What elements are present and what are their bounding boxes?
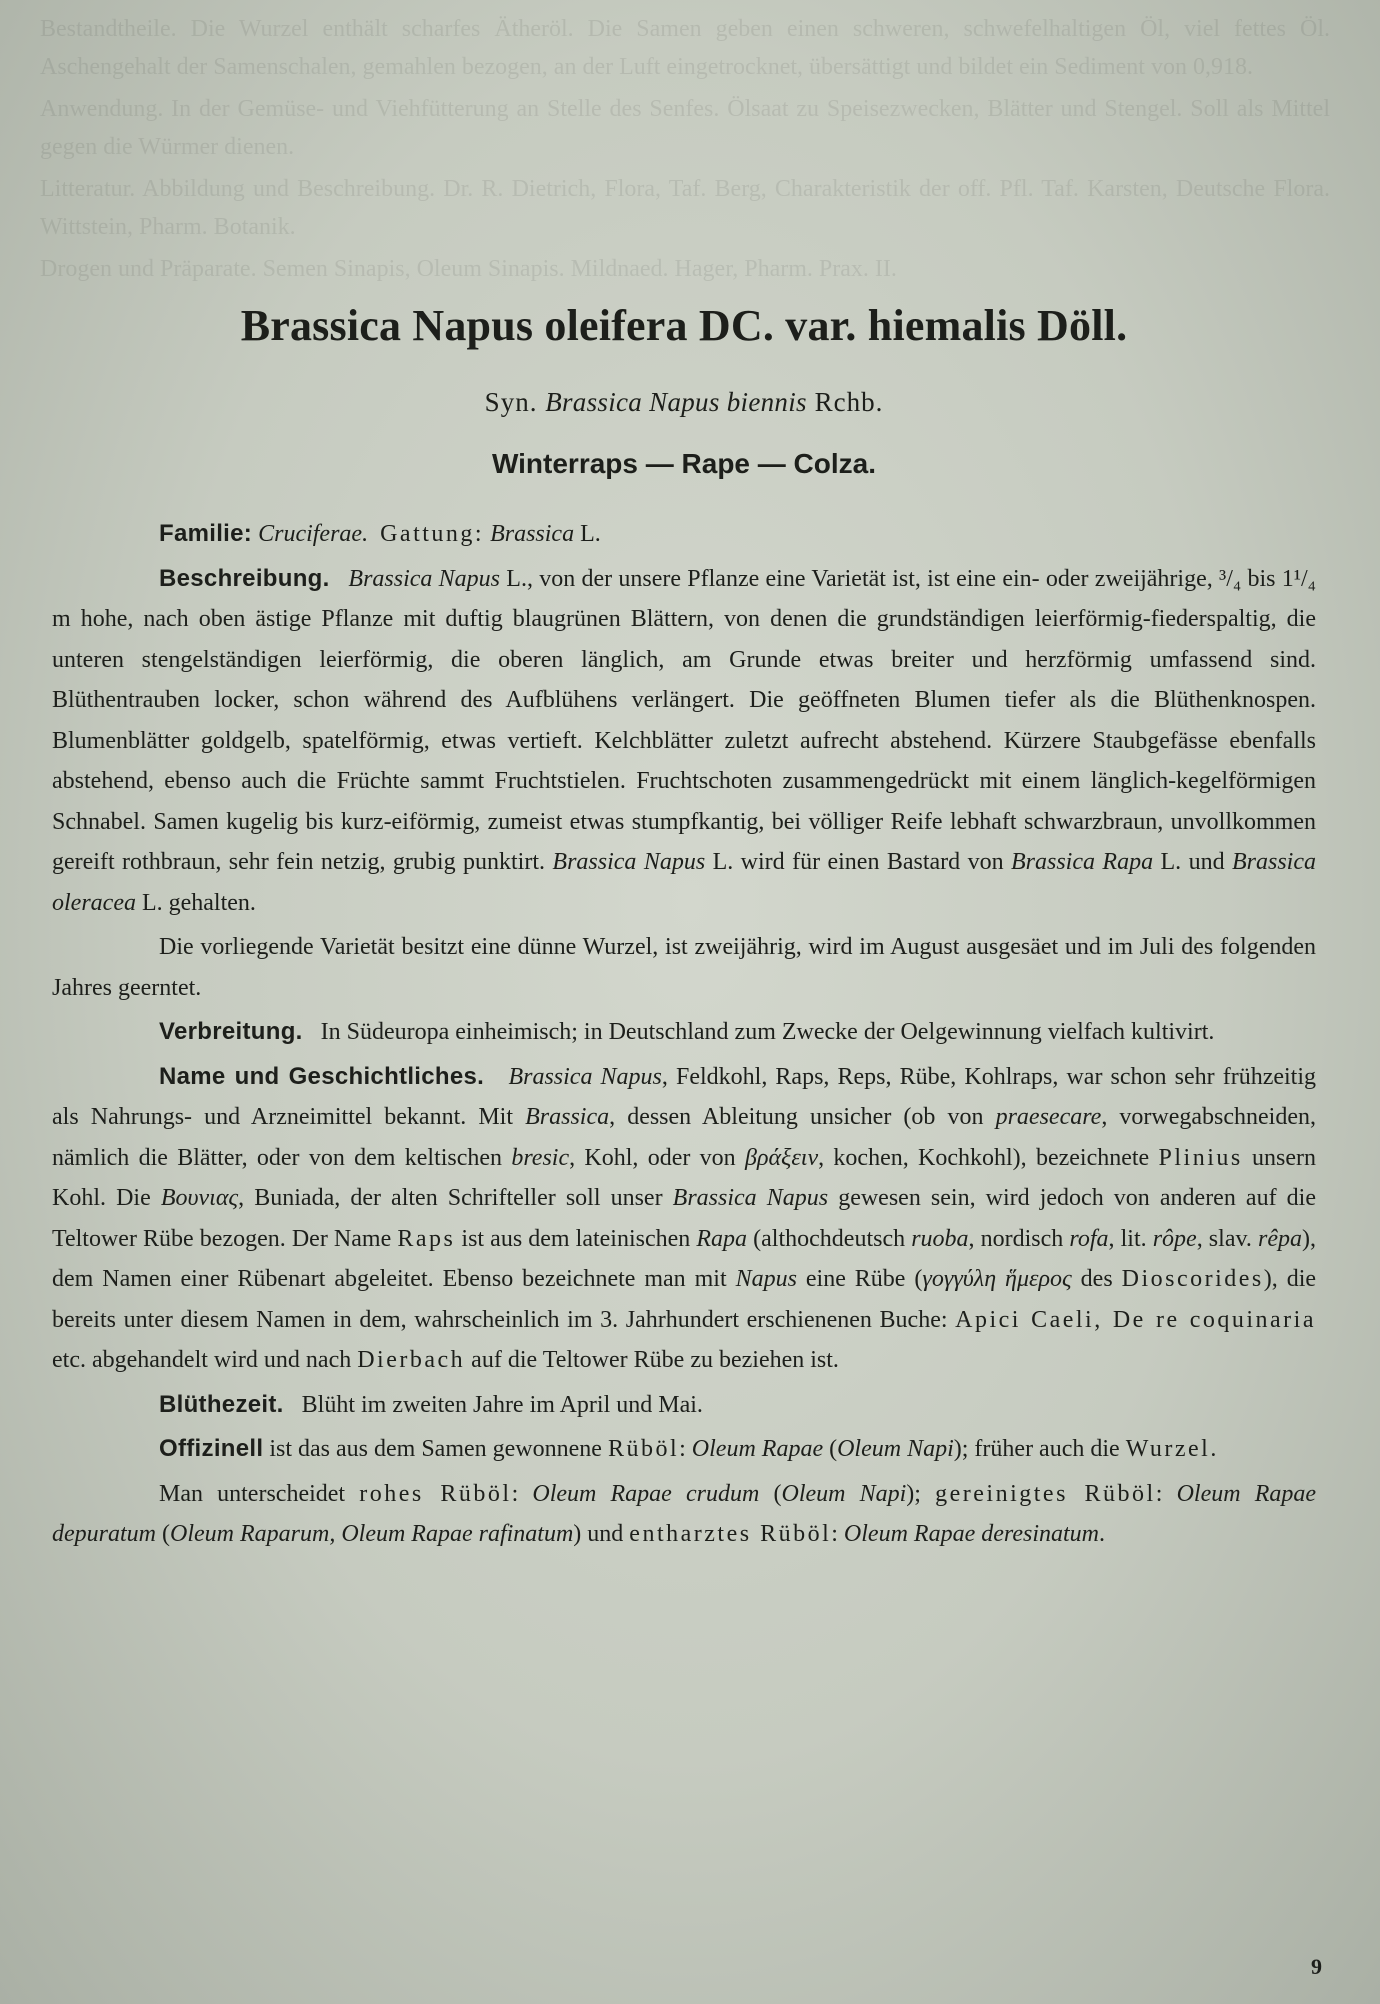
synonym-prefix: Syn. — [484, 387, 538, 417]
flowering-heading: Blüthezeit. — [159, 1390, 284, 1418]
distinction-italic: Oleum Rapae deresinatum — [843, 1521, 1099, 1547]
history-text: eine Rübe ( — [796, 1266, 923, 1292]
distinction-italic: Oleum Rapae crudum — [532, 1480, 760, 1507]
history-text: des — [1071, 1266, 1122, 1292]
history-heading: Name und Geschichtliches. — [159, 1062, 485, 1090]
title-variety: hiemalis — [867, 301, 1026, 350]
main-content — [52, 300, 1316, 1559]
officinal-paragraph — [52, 1429, 1316, 1470]
history-italic: rêpa — [1258, 1225, 1303, 1252]
title-author: DC. — [698, 301, 775, 350]
history-text: , dessen Ableitung unsicher (ob von — [609, 1104, 996, 1130]
history-paragraph — [52, 1057, 1316, 1381]
distribution-heading: Verbreitung. — [159, 1018, 303, 1045]
history-text: , kochen, Kochkohl), bezeichnete — [818, 1144, 1159, 1171]
officinal-text: : — [679, 1436, 692, 1462]
description-text: L. gehalten. — [135, 889, 256, 916]
distinction-paragraph — [52, 1474, 1316, 1555]
officinal-text: ); früher auch die — [953, 1436, 1126, 1462]
show-through-line: Drogen und Präparate. Semen Sinapis, Oleum Sinapis. Mildnaed. Hager, Pharm. Prax. II. — [40, 256, 897, 282]
distinction-italic: Oleum Rapae depuratum — [52, 1480, 1317, 1547]
genus-label: Gattung: — [380, 521, 485, 547]
description-text: L., von der unsere Pflanze eine Varietät ist, ist eine ein- oder zweijährige, ³/₄ bis 1¹/₄ m hohe, nach oben ästige Pflanze mit duftig blaugrünen Blättern, von denen die grundständigen leierförmig-fiederspaltig, die unteren stengelständigen leierförmig, die oberen länglich, am Grunde etwas breiter und herzförmig umfassend sind. Blüthentrauben locker, schon während des Aufblühens verlängert. Die geöffneten Blumen tiefer als die Blüthenknospen. Blumenblätter goldgelb, spatelförmig, etwas vertieft. Kelchblätter zuletzt aufrecht abstehend. Kürzere Staubgefässe ebenfalls abstehend, ebenso auch die Früchte sammt Fruchtstielen. Fruchtschoten zusammengedrückt mit einem länglich-kegelförmigen Schnabel. Samen kugelig bis kurz-eiförmig, zumeist etwas stumpfkantig, bei völliger Reife lebhaft schwarzbraun, unvollkommen gereift rothbraun, sehr fein netzig, grubig punktirt. — [52, 565, 1317, 875]
body-text — [52, 514, 1316, 1555]
description-text: L. wird für einen Bastard von — [705, 849, 1011, 875]
show-through-line: Bestandtheile. Die Wurzel enthält scharfes Ätheröl. Die Samen geben einen schweren, schwefelhaltigen Öl, viel fettes Öl. Aschengehalt der Samenschalen, gemahlen bezogen, an der Luft eingetrocknet, übersättigt und bildet ein Sediment von 0,918. — [40, 16, 1330, 80]
distinction-text: . — [1098, 1521, 1105, 1547]
distinction-text: ( — [759, 1480, 782, 1507]
officinal-spaced: Wurzel — [1125, 1436, 1211, 1462]
distinction-text: ) und — [573, 1521, 630, 1547]
distinction-text: ( — [156, 1521, 170, 1547]
page-title — [52, 300, 1316, 351]
history-italic: Brassica Napus — [508, 1063, 662, 1090]
history-spaced: Plinius — [1158, 1144, 1243, 1171]
history-italic: bresic — [511, 1144, 570, 1171]
history-text: ), die bereits unter diesem Namen in dem, wahrscheinlich im 3. Jahrhundert erschienenen Buche: — [52, 1266, 1317, 1333]
history-text: , nordisch — [968, 1225, 1070, 1252]
flowering-text: Blüht im zweiten Jahre im April und Mai. — [301, 1391, 703, 1418]
history-text: unsern Kohl. Die — [52, 1144, 1317, 1211]
history-italic: praesecare — [995, 1104, 1102, 1130]
distribution-text: In Südeuropa einheimisch; in Deutschland zum Zwecke der Oelgewinnung vielfach kultivirt. — [320, 1019, 1215, 1045]
history-italic: Brassica Napus — [672, 1185, 829, 1211]
history-text: , Feldkohl, Raps, Reps, Rübe, Kohlraps, war schon sehr frühzeitig als Nahrungs- und Arzneimittel bekannt. Mit — [52, 1063, 1316, 1130]
history-text: auf die Teltower Rübe zu beziehen ist. — [465, 1347, 839, 1373]
history-italic: rôpe — [1152, 1225, 1197, 1252]
officinal-text: . — [1210, 1436, 1217, 1462]
distinction-spaced: rohes Rüböl — [359, 1480, 512, 1507]
history-text: , vorwegabschneiden, nämlich die Blätter, oder von dem keltischen — [52, 1104, 1317, 1171]
officinal-spaced: Rüböl — [607, 1436, 680, 1462]
history-text: , Kohl, oder von — [569, 1144, 745, 1171]
distinction-spaced: gereinigtes Rüböl — [935, 1480, 1156, 1507]
history-italic: Rapa — [696, 1225, 748, 1252]
species-name: Brassica Napus — [348, 565, 501, 592]
title-var-label: var. — [785, 301, 857, 350]
show-through-text — [40, 10, 1330, 292]
distinction-italic: Oleum Napi — [781, 1480, 907, 1507]
history-greek: Βουνιας — [160, 1185, 239, 1211]
distinction-text: Man unterscheidet — [159, 1480, 360, 1507]
history-text: (althochdeutsch — [747, 1225, 912, 1252]
flowering-paragraph — [52, 1385, 1316, 1426]
species-name: Brassica Rapa — [1011, 849, 1154, 875]
history-spaced: Dierbach — [357, 1347, 466, 1373]
synonym-line — [52, 387, 1316, 418]
history-italic: Napus — [735, 1266, 797, 1292]
officinal-text: ( — [823, 1436, 838, 1462]
history-text: , lit. — [1108, 1225, 1153, 1252]
history-spaced: Raps — [397, 1225, 456, 1252]
distribution-paragraph — [52, 1012, 1316, 1053]
genus-author: L. — [580, 521, 601, 547]
history-text: gewesen sein, wird jedoch von anderen auf die Teltower Rübe bezogen. Der Name — [52, 1185, 1316, 1252]
family-label: Familie: — [159, 520, 253, 547]
distinction-text: : — [1155, 1480, 1177, 1507]
distinction-text: : — [511, 1480, 533, 1507]
description-paragraph — [52, 559, 1316, 924]
title-variety-author: Döll. — [1037, 301, 1128, 350]
distinction-spaced: entharztes Rüböl — [629, 1521, 832, 1547]
history-italic: ruoba — [911, 1225, 969, 1252]
species-name: Brassica Napus — [552, 849, 706, 875]
history-text: , Buniada, der alten Schrifteller soll unser — [238, 1185, 673, 1211]
officinal-heading: Offizinell — [159, 1435, 264, 1462]
species-name: Brassica oleracea — [52, 849, 1316, 916]
synonym-name: Brassica Napus biennis — [545, 387, 807, 417]
distinction-text: ); — [906, 1480, 936, 1507]
history-text: ), dem Namen einer Rübenart abgeleitet. Ebenso bezeichnete man mit — [52, 1225, 1317, 1292]
page-number: 9 — [1311, 1954, 1322, 1979]
history-text: , slav. — [1196, 1225, 1259, 1252]
history-spaced: Dioscorides — [1121, 1266, 1264, 1292]
variety-paragraph: Die vorliegende Varietät besitzt eine dünne Wurzel, ist zweijährig, wird im August ausgesäet und im Juli des folgenden Jahres geerntet. — [52, 934, 1316, 1001]
title-species: Brassica Napus oleifera — [240, 301, 688, 350]
history-italic: Brassica — [525, 1104, 610, 1130]
genus-value: Brassica — [490, 521, 575, 547]
history-greek: γογγύλη ἥμερος — [922, 1266, 1072, 1292]
show-through-line: Anwendung. In der Gemüse- und Viehfütterung an Stelle des Senfes. Ölsaat zu Speisezwecken, Blätter und Stengel. Soll als Mittel gegen die Würmer dienen. — [40, 96, 1330, 160]
officinal-italic: Oleum Napi — [837, 1436, 954, 1462]
history-text: ist aus dem lateinischen — [455, 1225, 697, 1252]
family-value: Cruciferae. — [258, 521, 369, 547]
common-names: Winterraps — Rape — Colza. — [491, 448, 877, 479]
history-text: etc. abgehandelt wird und nach — [52, 1347, 358, 1373]
history-greek: βράξειν — [744, 1144, 819, 1171]
history-italic: rofa — [1069, 1225, 1109, 1252]
synonym-author: Rchb. — [814, 387, 884, 417]
family-paragraph — [52, 514, 1316, 555]
officinal-text: ist das aus dem Samen gewonnene — [263, 1436, 608, 1462]
description-text: L. und — [1153, 849, 1232, 875]
history-spaced: Apici Caeli, De re coquinaria — [955, 1306, 1316, 1333]
show-through-line: Litteratur. Abbildung und Beschreibung. Dr. R. Dietrich, Flora, Taf. Berg, Charakteristik der off. Pfl. Taf. Karsten, Deutsche Flora. Wittstein, Pharm. Botanik. — [40, 176, 1330, 240]
description-heading: Beschreibung. — [159, 564, 330, 592]
distinction-italic: Oleum Raparum, Oleum Rapae rafinatum — [170, 1521, 574, 1547]
distinction-text: : — [831, 1521, 844, 1547]
officinal-italic: Oleum Rapae — [691, 1436, 824, 1462]
